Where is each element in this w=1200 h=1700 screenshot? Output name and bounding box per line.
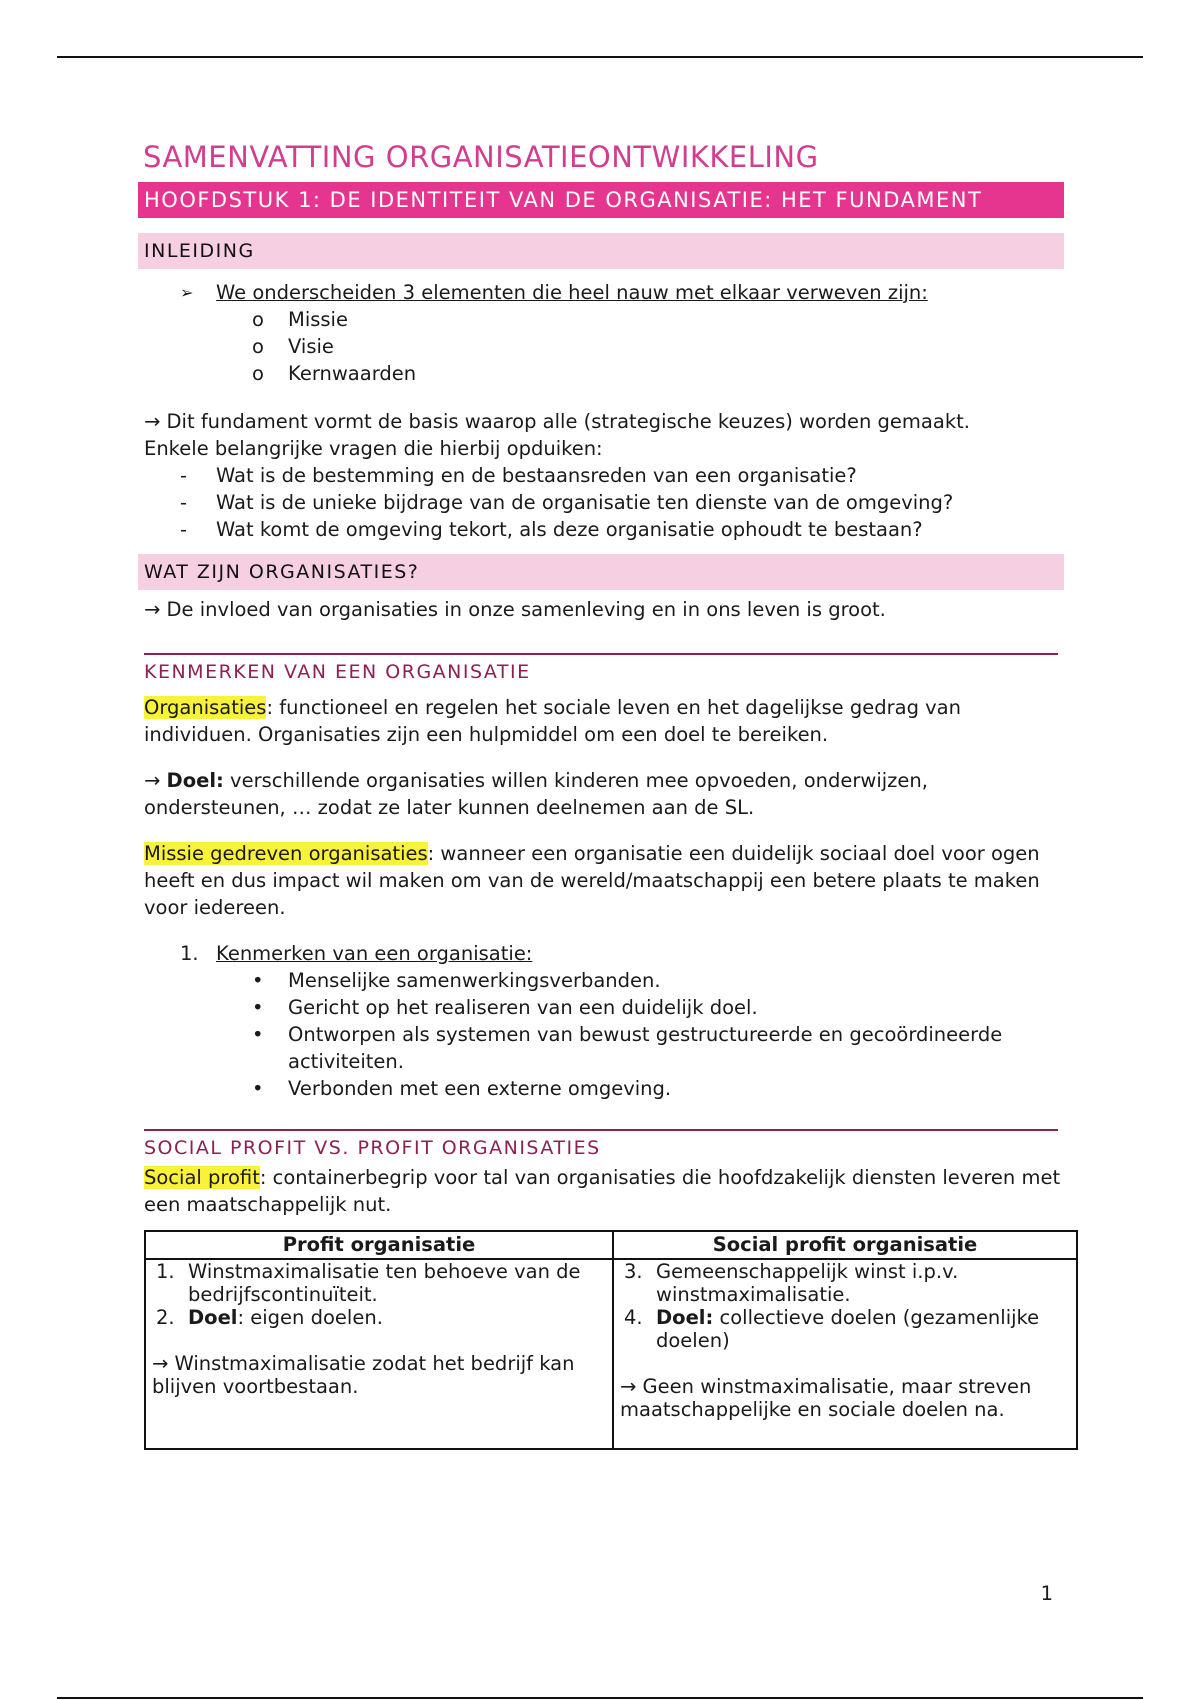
dash-bullet-icon: - — [180, 464, 188, 487]
list-number: 4. — [624, 1306, 643, 1329]
document-title: SAMENVATTING ORGANISATIEONTWIKKELING — [143, 140, 819, 174]
definition-text: : containerbegrip voor tal van organisaties die hoofdzakelijk diensten leveren met een maatschappelijk nut. — [144, 1166, 1061, 1216]
social-item-text: Gemeenschappelijk winst i.p.v. winstmaximalisatie. — [656, 1260, 959, 1306]
table-header-row — [145, 1231, 1077, 1259]
list-item — [152, 1306, 606, 1329]
chapter-heading: HOOFDSTUK 1: DE IDENTITEIT VAN DE ORGANISATIE: HET FUNDAMENT — [138, 182, 1064, 218]
doel-label: Doel: — [166, 769, 224, 792]
list-title: Kenmerken van een organisatie: — [216, 942, 533, 965]
profit-item-text: Winstmaximalisatie ten behoeve van de bedrijfscontinuïteit. — [188, 1260, 581, 1306]
list-item — [144, 967, 1064, 994]
dash-bullet-icon: - — [180, 518, 188, 541]
list-item — [144, 462, 1064, 489]
question-text: Wat is de unieke bijdrage van de organisatie ten dienste van de omgeving? — [216, 491, 954, 514]
kenmerk-text: Verbonden met een externe omgeving. — [288, 1077, 672, 1100]
circle-bullet-icon: o — [252, 362, 264, 385]
dot-bullet-icon: • — [252, 1023, 264, 1046]
list-item — [144, 306, 1064, 333]
element-missie: Missie — [288, 308, 348, 331]
term-social-profit: Social profit — [144, 1166, 260, 1189]
list-item — [144, 489, 1064, 516]
dash-bullet-icon: - — [180, 491, 188, 514]
list-item — [620, 1260, 1070, 1306]
wat-zijn-text: → De invloed van organisaties in onze samenleving en in ons leven is groot. — [144, 598, 886, 621]
intro-text: We onderscheiden 3 elementen die heel nauw met elkaar verweven zijn: — [216, 281, 928, 304]
element-visie: Visie — [288, 335, 334, 358]
kenmerk-text: Ontworpen als systemen van bewust gestructureerde en gecoördineerde activiteiten. — [288, 1023, 1003, 1073]
organisaties-definition — [144, 694, 1064, 748]
dot-bullet-icon: • — [252, 969, 264, 992]
doel-label: Doel — [188, 1306, 238, 1329]
subsection-heading-kenmerken: KENMERKEN VAN EEN ORGANISATIE — [144, 653, 1058, 684]
definition-text: : functioneel en regelen het sociale leven en het dagelijkse gedrag van individuen. Organisaties zijn een hulpmiddel om een doel te bereiken. — [144, 696, 961, 746]
profit-item-text: : eigen doelen. — [237, 1306, 383, 1329]
footer-rule — [57, 1697, 1143, 1699]
questions-intro: Enkele belangrijke vragen die hierbij opduiken: — [144, 437, 603, 460]
document-body — [144, 138, 1064, 1450]
table-cell-social-profit — [613, 1259, 1077, 1449]
list-item — [144, 360, 1064, 387]
comparison-table — [144, 1230, 1078, 1450]
list-item — [620, 1306, 1070, 1352]
list-number: 1. — [180, 942, 199, 965]
list-item — [144, 333, 1064, 360]
section-heading-inleiding: INLEIDING — [138, 233, 1064, 269]
numbered-list-heading — [144, 940, 1064, 967]
social-profit-arrow-text: → Geen winstmaximalisatie, maar streven maatschappelijke en sociale doelen na. — [620, 1375, 1032, 1421]
question-text: Wat komt de omgeving tekort, als deze organisatie ophoudt te bestaan? — [216, 518, 923, 541]
list-item — [152, 1260, 606, 1306]
table-header-social-profit: Social profit organisatie — [613, 1231, 1077, 1259]
doel-text: verschillende organisaties willen kinderen mee opvoeden, onderwijzen, ondersteunen, … zodat ze later kunnen deelnemen aan de SL. — [144, 769, 928, 819]
list-number: 1. — [156, 1260, 175, 1283]
profit-arrow-text: → Winstmaximalisatie zodat het bedrijf kan blijven voortbestaan. — [152, 1352, 575, 1398]
section-heading-wat-zijn: WAT ZIJN ORGANISATIES? — [138, 554, 1064, 590]
page-number: 1 — [1040, 1582, 1053, 1605]
fundament-arrow-text: → Dit fundament vormt de basis waarop alle (strategische keuzes) worden gemaakt. — [144, 410, 970, 433]
social-profit-definition — [144, 1164, 1064, 1218]
dot-bullet-icon: • — [252, 996, 264, 1019]
list-item — [144, 516, 1064, 543]
table-header-profit: Profit organisatie — [145, 1231, 613, 1259]
element-kernwaarden: Kernwaarden — [288, 362, 417, 385]
definition-text: : wanneer een organisatie een duidelijk sociaal doel voor ogen heeft en dus impact wil maken om van de wereld/maatschappij een betere plaats te maken voor iedereen. — [144, 842, 1040, 919]
circle-bullet-icon: o — [252, 335, 264, 358]
table-row — [145, 1259, 1077, 1449]
header-rule — [57, 56, 1143, 58]
doel-label: Doel: — [656, 1306, 714, 1329]
list-item — [144, 1021, 1064, 1075]
list-item — [144, 1075, 1064, 1102]
kenmerk-text: Gericht op het realiseren van een duidelijk doel. — [288, 996, 758, 1019]
list-number: 3. — [624, 1260, 643, 1283]
kenmerk-text: Menselijke samenwerkingsverbanden. — [288, 969, 661, 992]
arrow-glyph: → — [144, 769, 167, 792]
arrowhead-bullet-icon: ➢ — [180, 283, 194, 302]
circle-bullet-icon: o — [252, 308, 264, 331]
dot-bullet-icon: • — [252, 1077, 264, 1100]
intro-bullet — [144, 279, 1064, 306]
table-cell-profit — [145, 1259, 613, 1449]
list-number: 2. — [156, 1306, 175, 1329]
missie-definition — [144, 840, 1064, 921]
term-organisaties: Organisaties — [144, 696, 267, 719]
social-item-text: collectieve doelen (gezamenlijke doelen) — [656, 1306, 1040, 1352]
doel-paragraph — [144, 767, 1064, 821]
subsection-heading-social-profit: SOCIAL PROFIT VS. PROFIT ORGANISATIES — [144, 1129, 1058, 1160]
term-missie-gedreven: Missie gedreven organisaties — [144, 842, 428, 865]
question-text: Wat is de bestemming en de bestaansreden van een organisatie? — [216, 464, 857, 487]
list-item — [144, 994, 1064, 1021]
